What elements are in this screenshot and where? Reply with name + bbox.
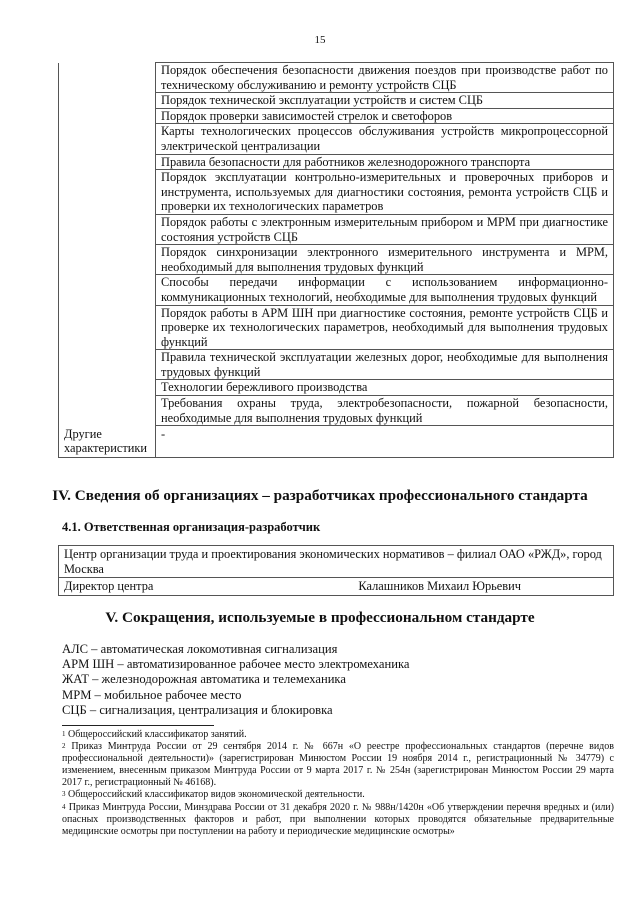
table-row [59,275,614,305]
table-row [59,396,614,426]
footnote [62,802,614,838]
table-row [59,170,614,215]
footnote-text: Общероссийский классификатор занятий. [68,729,247,740]
section-4-subtitle: 4.1. Ответственная организация-разработчик [62,520,321,534]
table-row [59,350,614,380]
list-item: ЖАТ – железнодорожная автоматика и телемеханика [62,672,346,687]
knowledge-table [58,62,614,458]
footnote [62,729,614,741]
list-item: АРМ ШН – автоматизированное рабочее место электромеханика [62,657,410,672]
row-label-cell [59,124,156,154]
knowledge-item: Порядок эксплуатации контрольно-измерительных и проверочных приборов и инструмента, используемых для диагностики состояния, ремонта устройств СЦБ и проверки их технологических параметров [156,170,614,215]
table-row [59,380,614,396]
list-item: АЛС – автоматическая локомотивная сигнализация [62,642,338,656]
other-characteristics-row [59,426,614,458]
row-label-cell [59,93,156,109]
knowledge-item: Карты технологических процессов обслуживания устройств микропроцессорной электрической централизации [156,124,614,154]
section-4-title: IV. Сведения об организациях – разработчиках профессионального стандарта [52,487,588,504]
knowledge-item: Порядок технической эксплуатации устройств и систем СЦБ [156,93,614,109]
knowledge-item: Порядок обеспечения безопасности движения поездов при производстве работ по техническому обслуживанию и ремонту устройств СЦБ [156,63,614,93]
org-name: Центр организации труда и проектирования экономических нормативов – филиал ОАО «РЖД», город Москва [59,546,614,578]
footnote-text: Приказ Минтруда России, Минздрава России от 31 декабря 2020 г. № 988н/1420н «Об утверждении перечня вредных и (или) опасных производственных факторов и работ, при выполнении которых проводятся обязательные предварительные медицинские осмотры при поступлении на работу и периодические медицинские осмотры» [62,801,614,837]
footnote-number: 2 [62,742,66,751]
section-5-title: V. Сокращения, используемые в профессиональном стандарте [105,609,535,626]
row-label-cell [59,214,156,244]
knowledge-item: Порядок синхронизации электронного измерительного инструмента и МРМ, необходимый для выполнения трудовых функций [156,245,614,275]
row-label-cell [59,245,156,275]
org-signatory [59,578,614,596]
developer-org-table [58,545,614,596]
row-label-cell [59,305,156,350]
row-label-cell [59,63,156,93]
knowledge-item: Порядок работы в АРМ ШН при диагностике состояния, ремонте устройств СЦБ и проверке их технологических параметров, необходимый для выполнения трудовых функций [156,305,614,350]
row-label-cell [59,154,156,170]
footnote-divider [62,725,214,726]
org-signatory-row [59,578,614,596]
table-row [59,93,614,109]
row-label-cell [59,396,156,426]
table-row [59,245,614,275]
footnote-text: Общероссийский классификатор видов экономической деятельности. [68,789,365,801]
knowledge-item: Порядок работы с электронным измерительным прибором и МРМ при диагностике состояния устройств СЦБ [156,214,614,244]
footnotes [62,729,614,838]
footnote-text: Приказ Минтруда России от 29 сентября 2014 г. № 667н «О реестре профессиональных стандартов (перечне видов профессиональной деятельности)» (зарегистрирован Минюстом России 19 ноября 2014 г., регистрационный № 34779) с изменением, внесенным приказом Минтруда России от 9 марта 2017 г. № 254н (зарегистрирован Минюстом России 29 марта 2017 г., регистрационный № 46168). [62,741,614,789]
knowledge-item: Правила безопасности для работников железнодорожного транспорта [156,154,614,170]
row-label-cell [59,108,156,124]
table-row [59,108,614,124]
knowledge-item: Способы передачи информации с использованием информационно-коммуникационных технологий, необходимые для выполнения трудовых функций [156,275,614,305]
footnote [62,789,614,801]
table-row [59,63,614,93]
org-name-row [59,546,614,578]
knowledge-item: Правила технической эксплуатации железных дорог, необходимые для выполнения трудовых функций [156,350,614,380]
footnote-number: 3 [62,790,66,799]
table-row [59,154,614,170]
signatory-position: Директор центра [64,579,154,594]
page-number: 15 [314,34,326,46]
row-label-cell [59,170,156,215]
other-characteristics-value: - [156,426,614,458]
other-characteristics-label: Другие характеристики [59,426,156,458]
table-row [59,124,614,154]
table-row [59,305,614,350]
knowledge-item: Порядок проверки зависимостей стрелок и светофоров [156,108,614,124]
footnote-number: 1 [62,730,66,738]
row-label-cell [59,275,156,305]
list-item: МРМ – мобильное рабочее место [62,687,242,702]
table-row [59,214,614,244]
list-item: СЦБ – сигнализация, централизация и блокировка [62,702,333,717]
knowledge-item: Требования охраны труда, электробезопасности, пожарной безопасности, необходимые для выполнения трудовых функций [156,396,614,426]
footnote-number: 4 [62,802,66,811]
knowledge-item: Технологии бережливого производства [156,380,614,396]
footnote [62,741,614,789]
row-label-cell [59,350,156,380]
abbreviation-list [62,642,602,718]
signatory-name: Калашников Михаил Юрьевич [358,579,522,594]
row-label-cell [59,380,156,396]
